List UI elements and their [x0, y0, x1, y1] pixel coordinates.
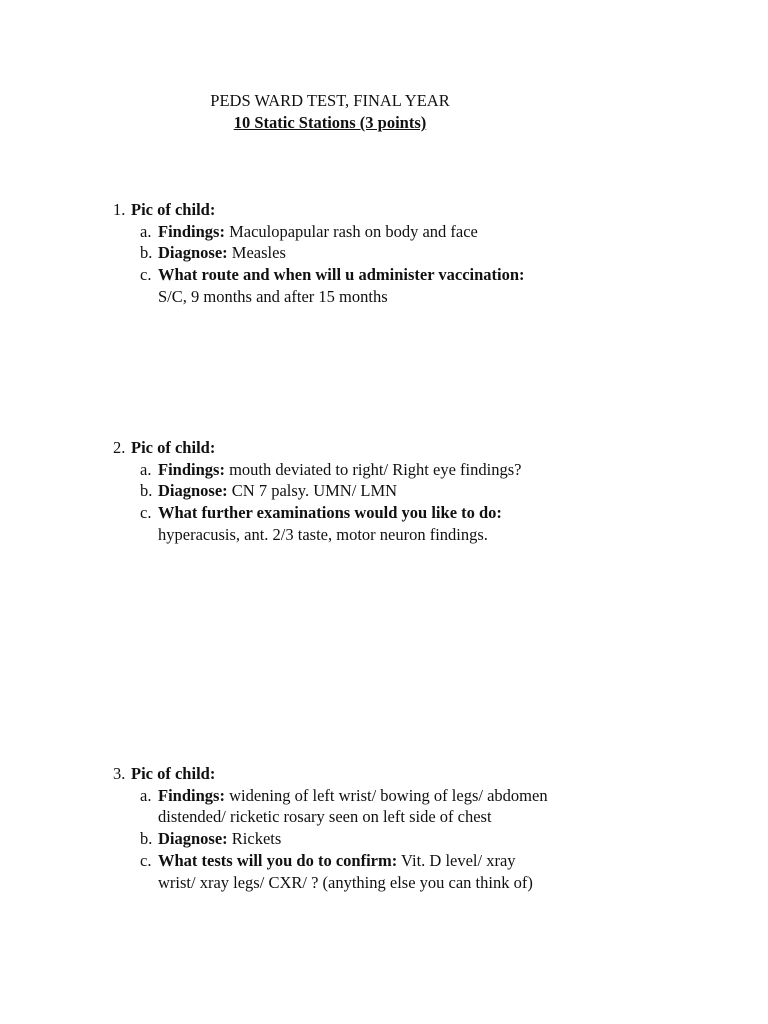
item-label: Findings:	[158, 221, 225, 241]
question-1	[113, 199, 553, 308]
question-item	[113, 502, 553, 545]
question-number: 2.	[113, 438, 126, 457]
item-label: What tests will you do to confirm:	[158, 850, 398, 870]
item-answer: CN 7 palsy. UMN/ LMN	[227, 481, 398, 501]
question-item	[113, 459, 553, 481]
question-item	[113, 785, 553, 828]
item-letter: c.	[140, 265, 152, 285]
question-label: Pic of child:	[131, 200, 216, 219]
document-subtitle: 10 Static Stations (3 points)	[233, 113, 427, 132]
item-letter: b.	[140, 481, 153, 501]
document-title: PEDS WARD TEST, FINAL YEAR	[210, 91, 450, 110]
question-item	[113, 221, 553, 243]
question-number: 1.	[113, 200, 126, 219]
question-item	[113, 828, 553, 850]
question-heading	[113, 437, 553, 459]
question-label: Pic of child:	[131, 438, 216, 457]
item-label: What further examinations would you like to do:	[158, 503, 502, 523]
item-label: Findings:	[158, 459, 225, 479]
item-letter: c.	[140, 503, 152, 523]
item-letter: b.	[140, 829, 153, 849]
item-letter: a.	[140, 459, 152, 479]
question-item	[113, 480, 553, 502]
item-label: Diagnose:	[158, 243, 228, 263]
item-letter: a.	[140, 221, 152, 241]
item-answer: hyperacusis, ant. 2/3 taste, motor neuron findings.	[158, 524, 488, 544]
item-letter: c.	[140, 850, 152, 870]
question-item	[113, 242, 553, 264]
question-heading	[113, 199, 553, 221]
question-3	[113, 763, 553, 893]
question-2	[113, 437, 553, 546]
item-answer: Vit. D level/ xray wrist/ xray legs/ CXR/ ? (anything else you can think of)	[158, 850, 533, 892]
item-label: Diagnose:	[158, 481, 228, 501]
question-heading	[113, 763, 553, 785]
item-answer: Rickets	[227, 829, 282, 849]
item-label: Diagnose:	[158, 829, 228, 849]
item-letter: b.	[140, 243, 153, 263]
item-answer: mouth deviated to right/ Right eye findings?	[224, 459, 522, 479]
item-answer: S/C, 9 months and after 15 months	[158, 286, 388, 306]
question-number: 3.	[113, 764, 126, 783]
item-answer: Maculopapular rash on body and face	[224, 221, 478, 241]
item-label: What route and when will u administer vaccination:	[158, 265, 525, 285]
item-answer: Measles	[227, 243, 286, 263]
question-item	[113, 264, 553, 307]
item-label: Findings:	[158, 785, 225, 805]
item-answer: widening of left wrist/ bowing of legs/ abdomen distended/ ricketic rosary seen on left side of chest	[158, 785, 548, 827]
question-item	[113, 850, 553, 893]
question-label: Pic of child:	[131, 764, 216, 783]
item-letter: a.	[140, 785, 152, 805]
